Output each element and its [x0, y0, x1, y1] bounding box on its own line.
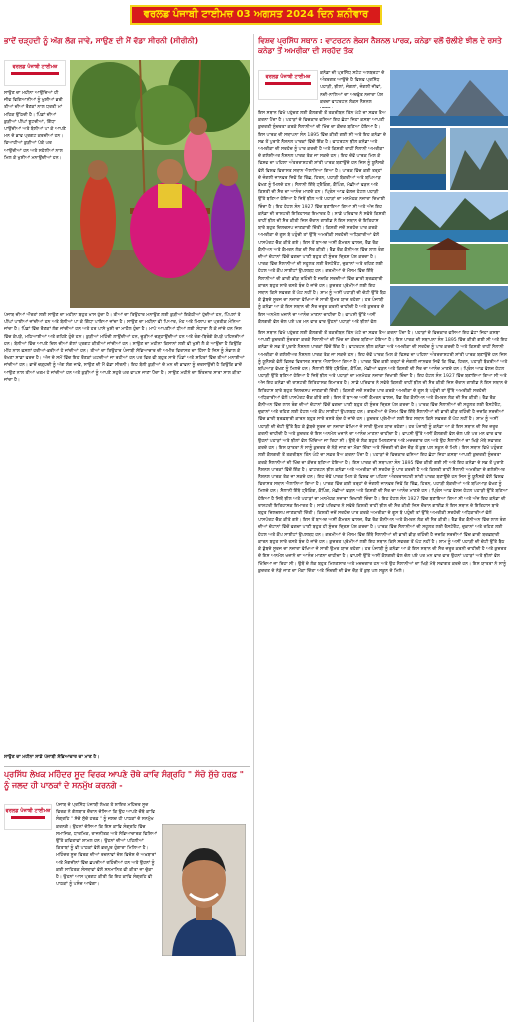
- waterton-collage-illustration: [390, 70, 508, 326]
- left-column: [4, 34, 250, 1022]
- left-article-1-side-text: ਸਾਉਣ ਦਾ ਮਹੀਨਾ ਆਉਂਦਿਆਂ ਹੀ ਜੀਵ ਵਿਗਿਆਨੀਆਂ ਨੂੰ ਖੁਸ਼ੀਆਂ ਭਰੀ ਤੀਆਂ ਦੀਆਂ ਰੌਣਕਾਂ ਨਾਲ ਧਰਤੀ ਮਾਂ ਮਹਿਕ ਉੱਠਦੀ ਹੈ। ਪਿੰਡਾਂ ਦੀਆਂ ਕੁੜੀਆਂ ਪੀਂਘਾਂ ਝੂਟਦੀਆਂ, ਗਿੱਧਾ ਪਾਉਂਦੀਆਂ ਅਤੇ ਬੋਲੀਆਂ ਪਾ ਕੇ ਆਪਣੇ ਮਨ ਦੇ ਭਾਵ ਪ੍ਰਗਟ ਕਰਦੀਆਂ ਹਨ। ਵਿਆਹੀਆਂ ਕੁੜੀਆਂ ਪੇਕੇ ਘਰ ਆਉਂਦੀਆਂ ਹਨ ਅਤੇ ਸਹੇਲੀਆਂ ਨਾਲ ਮਿਲ ਕੇ ਖੁਸ਼ੀਆਂ ਮਨਾਉਂਦੀਆਂ ਹਨ।: [4, 91, 66, 161]
- left-article-1-closing: ਸਾਉਣ ਦਾ ਮਹੀਨਾ ਸਾਡੇ ਪੰਜਾਬੀ ਸੱਭਿਆਚਾਰ ਦਾ ਮਾਣ ਹੈ।: [4, 755, 100, 760]
- left-article-2-body: ਪੰਜਾਬ ਦੇ ਪ੍ਰਸਿੱਧ ਪੰਜਾਬੀ ਲੇਖਕ ਤੇ ਸ਼ਾਇਰ ਮਹਿੰਦਰ ਸੂਦ ਵਿਰਕ ਨੇ ਗੱਲਬਾਤ ਦੌਰਾਨ ਦੱਸਿਆ ਕਿ ਉਹ ਆਪਣੇ ਚੌਥੇ ਕਾਵਿ ਸੰਗ੍ਰਹਿ " ਸੱਚੋ ਸੁੱਚੇ ਹਰਫ਼ " ਨੂੰ ਜਲਦ ਹੀ ਪਾਠਕਾਂ ਦੇ ਸਨਮੁੱਖ ਕਰਨਗੇ। ਉਹਨਾਂ ਦੱਸਿਆ ਕਿ ਇਸ ਕਾਵਿ ਸੰਗ੍ਰਹਿ ਵਿੱਚ ਸਮਾਜਿਕ, ਧਾਰਮਿਕ, ਰਾਜਨੀਤਕ ਅਤੇ ਸੱਭਿਆਚਾਰਕ ਵਿਸ਼ਿਆਂ ਉੱਤੇ ਕਵਿਤਾਵਾਂ ਸ਼ਾਮਲ ਹਨ। ਉਹਨਾਂ ਦੀਆਂ ਪਹਿਲੀਆਂ ਕਿਤਾਬਾਂ ਨੂੰ ਵੀ ਪਾਠਕਾਂ ਵੱਲੋਂ ਭਰਪੂਰ ਹੁੰਗਾਰਾ ਮਿਲਿਆ ਹੈ। ਮਹਿੰਦਰ ਸੂਦ ਵਿਰਕ ਦੀਆਂ ਰਚਨਾਵਾਂ ਦੇਸ਼ ਵਿਦੇਸ਼ ਦੇ ਅਖ਼ਬਾਰਾਂ ਅਤੇ ਮੈਗਜ਼ੀਨਾਂ ਵਿੱਚ ਛਪਦੀਆਂ ਰਹਿੰਦੀਆਂ ਹਨ ਅਤੇ ਉਹਨਾਂ ਨੂੰ ਕਈ ਸਾਹਿਤਕ ਸੰਸਥਾਵਾਂ ਵੱਲੋਂ ਸਨਮਾਨਿਤ ਵੀ ਕੀਤਾ ਜਾ ਚੁੱਕਾ ਹੈ। ਉਹਨਾਂ ਆਸ ਪ੍ਰਗਟ ਕੀਤੀ ਕਿ ਇਹ ਕਾਵਿ ਸੰਗ੍ਰਹਿ ਵੀ ਪਾਠਕਾਂ ਨੂੰ ਪਸੰਦ ਆਵੇਗਾ।: [56, 803, 157, 888]
- newspaper-logo-2: [4, 804, 52, 830]
- right-article-body-bottom: [258, 330, 508, 1020]
- logo-text-3: ਵਰਲਡ ਪੰਜਾਬੀ ਟਾਈਮਜ਼: [265, 74, 311, 80]
- newspaper-logo-3: [258, 70, 318, 100]
- left-article-1-headline: ਭਾਦੋਂ ਚੜ੍ਹਦੀ ਨੂੰ ਅੱਗ ਲੱਗ ਜਾਵੇ, ਸਾਉਣ ਦੀ ਮੈਂ ਵੱਡਾ ਸੀਰਨੀ (ਸੀਰੀਨੀ): [4, 36, 199, 45]
- right-article-body-top: ਇਸ ਸਥਾਨ ਵਿਖੇ ਪਹੁੰਚਣ ਲਈ ਕੈਲਗਰੀ ਤੋਂ ਤਕਰੀਬਨ ਤਿੰਨ ਘੰਟੇ ਦਾ ਸਫ਼ਰ ਤੈਅ ਕਰਨਾ ਪੈਂਦਾ ਹੈ। ਪਹਾੜਾਂ ਦੇ ਵਿਚਕਾਰ ਵਸਿਆ ਇਹ ਛੋਟਾ ਜਿਹਾ ਕਸਬਾ ਆਪਣੀ ਕੁਦਰਤੀ ਸੁੰਦਰਤਾ ਕਰਕੇ ਸੈਲਾਨੀਆਂ ਦੀ ਖਿੱਚ ਦਾ ਕੇਂਦਰ ਬਣਿਆ ਹੋਇਆ ਹੈ। ਇਸ ਪਾਰਕ ਦੀ ਸਥਾਪਨਾ ਸੰਨ 1895 ਵਿੱਚ ਕੀਤੀ ਗਈ ਸੀ ਅਤੇ ਇਹ ਕਨੇਡਾ ਦੇ ਸਭ ਤੋਂ ਪੁਰਾਣੇ ਨੈਸ਼ਨਲ ਪਾਰਕਾਂ ਵਿੱਚੋਂ ਇੱਕ ਹੈ। ਵਾਟਰਟਨ ਝੀਲ ਕਨੇਡਾ ਅਤੇ ਅਮਰੀਕਾ ਦੀ ਸਰਹੱਦ ਨੂੰ ਪਾਰ ਕਰਦੀ ਹੈ ਅਤੇ ਕਿਸ਼ਤੀ ਰਾਹੀਂ ਸੈਲਾਨੀ ਅਮਰੀਕਾ ਦੇ ਗਲੇਸ਼ੀਅਰ ਨੈਸ਼ਨਲ ਪਾਰਕ ਤੱਕ ਜਾ ਸਕਦੇ ਹਨ। ਇਹ ਦੋਵੇਂ ਪਾਰਕ ਮਿਲ ਕੇ ਵਿਸ਼ਵ ਦਾ ਪਹਿਲਾ ਅੰਤਰਰਾਸ਼ਟਰੀ ਸ਼ਾਂਤੀ ਪਾਰਕ ਬਣਾਉਂਦੇ ਹਨ ਜਿਸ ਨੂੰ ਯੂਨੈਸਕੋ ਵੱਲੋਂ ਵਿਸ਼ਵ ਵਿਰਾਸਤ ਸਥਾਨ ਐਲਾਨਿਆ ਗਿਆ ਹੈ। ਪਾਰਕ ਵਿੱਚ ਕਈ ਤਰ੍ਹਾਂ ਦੇ ਜੰਗਲੀ ਜਾਨਵਰ ਜਿਵੇਂ ਕਿ ਰਿੱਛ, ਹਿਰਨ, ਪਹਾੜੀ ਬੱਕਰੀਆਂ ਅਤੇ ਬਘਿਆੜ ਵੇਖਣ ਨੂੰ ਮਿਲਦੇ ਹਨ। ਸੈਲਾਨੀ ਇੱਥੇ ਟ੍ਰੈਕਿੰਗ, ਕੈਂਪਿੰਗ, ਮੱਛੀਆਂ ਫੜਨ ਅਤੇ ਕਿਸ਼ਤੀ ਦੀ ਸੈਰ ਦਾ ਆਨੰਦ ਮਾਣਦੇ ਹਨ। ਪ੍ਰਿੰਸ ਆਫ਼ ਵੇਲਜ਼ ਹੋਟਲ ਪਹਾੜੀ ਉੱਤੇ ਬਣਿਆ ਹੋਇਆ ਹੈ ਜਿਥੋਂ ਝੀਲ ਅਤੇ ਪਹਾੜਾਂ ਦਾ ਮਨਮੋਹਕ ਨਜ਼ਾਰਾ ਦਿਖਾਈ ਦਿੰਦਾ ਹੈ। ਇਹ ਹੋਟਲ ਸੰਨ 1927 ਵਿੱਚ ਬਣਾਇਆ ਗਿਆ ਸੀ ਅਤੇ ਅੱਜ ਇਹ ਕਨੇਡਾ ਦੀ ਰਾਸ਼ਟਰੀ ਇਤਿਹਾਸਕ ਇਮਾਰਤ ਹੈ। ਸਾਡੇ ਪਰਿਵਾਰ ਨੇ ਸਵੇਰੇ ਕਿਸ਼ਤੀ ਰਾਹੀਂ ਝੀਲ ਦੀ ਸੈਰ ਕੀਤੀ ਜਿਸ ਦੌਰਾਨ ਗਾਈਡ ਨੇ ਇਸ ਸਥਾਨ ਦੇ ਇਤਿਹਾਸ ਬਾਰੇ ਬਹੁਤ ਦਿਲਚਸਪ ਜਾਣਕਾਰੀ ਦਿੱਤੀ। ਕਿਸ਼ਤੀ ਜਦੋਂ ਸਰਹੱਦ ਪਾਰ ਕਰਕੇ ਅਮਰੀਕਾ ਦੇ ਗੂਸ ਬੇ ਪਹੁੰਚੀ ਤਾਂ ਉੱਥੇ ਅਮਰੀਕੀ ਸਰਹੱਦੀ ਅਧਿਕਾਰੀਆਂ ਵੱਲੋਂ ਪਾਸਪੋਰਟ ਚੈੱਕ ਕੀਤੇ ਗਏ। ਇਸ ਤੋਂ ਬਾਅਦ ਅਸੀਂ ਕੈਮਰਨ ਫਾਲਜ਼, ਰੈੱਡ ਰੌਕ ਕੈਨੀਅਨ ਅਤੇ ਕੈਮਰਨ ਲੇਕ ਦੀ ਸੈਰ ਕੀਤੀ। ਰੈੱਡ ਰੌਕ ਕੈਨੀਅਨ ਵਿੱਚ ਲਾਲ ਰੰਗ ਦੀਆਂ ਚੱਟਾਨਾਂ ਵਿੱਚੋਂ ਵਗਦਾ ਪਾਣੀ ਬਹੁਤ ਹੀ ਸੁੰਦਰ ਦ੍ਰਿਸ਼ ਪੇਸ਼ ਕਰਦਾ ਹੈ। ਪਾਰਕ ਵਿੱਚ ਸੈਲਾਨੀਆਂ ਦੀ ਸਹੂਲਤ ਲਈ ਰੈਸਟੋਰੈਂਟ, ਦੁਕਾਨਾਂ ਅਤੇ ਰਹਿਣ ਲਈ ਹੋਟਲ ਅਤੇ ਕੈਂਪ ਸਾਈਟਾਂ ਉਪਲਬਧ ਹਨ। ਗਰਮੀਆਂ ਦੇ ਮੌਸਮ ਵਿੱਚ ਇੱਥੇ ਸੈਲਾਨੀਆਂ ਦੀ ਭਾਰੀ ਭੀੜ ਰਹਿੰਦੀ ਹੈ ਜਦਕਿ ਸਰਦੀਆਂ ਵਿੱਚ ਭਾਰੀ ਬਰਫ਼ਬਾਰੀ ਕਾਰਨ ਬਹੁਤ ਸਾਰੇ ਰਸਤੇ ਬੰਦ ਹੋ ਜਾਂਦੇ ਹਨ। ਕੁਦਰਤ ਪ੍ਰੇਮੀਆਂ ਲਈ ਇਹ ਸਥਾਨ ਕਿਸੇ ਸਵਰਗ ਤੋਂ ਘੱਟ ਨਹੀਂ ਹੈ। ਸ਼ਾਮ ਨੂੰ ਅਸੀਂ ਪਹਾੜੀ ਦੀ ਚੋਟੀ ਉੱਤੇ ਬੈਠ ਕੇ ਡੁੱਬਦੇ ਸੂਰਜ ਦਾ ਨਜ਼ਾਰਾ ਵੇਖਿਆ ਜੋ ਸਾਰੀ ਉਮਰ ਯਾਦ ਰਹੇਗਾ। ਹਰ ਪੰਜਾਬੀ ਨੂੰ ਕਨੇਡਾ ਆ ਕੇ ਇਸ ਸਥਾਨ ਦੀ ਸੈਰ ਜ਼ਰੂਰ ਕਰਨੀ ਚਾਹੀਦੀ ਹੈ ਅਤੇ ਕੁਦਰਤ ਦੇ ਇਸ ਅਨਮੋਲ ਖਜ਼ਾਨੇ ਦਾ ਆਨੰਦ ਮਾਣਨਾ ਚਾਹੀਦਾ ਹੈ। ਵਾਪਸੀ ਉੱਤੇ ਅਸੀਂ ਕੈਲਗਰੀ ਵੱਲ ਚੱਲ ਪਏ ਪਰ ਮਨ ਵਾਰ ਵਾਰ ਉਹਨਾਂ ਪਹਾੜਾਂ ਅਤੇ ਝੀਲਾਂ ਵੱਲ: [258, 111, 386, 325]
- logo-text-2: ਵਰਲਡ ਪੰਜਾਬੀ ਟਾਈਮਜ਼: [5, 808, 51, 814]
- teeyan-swing-photo: [70, 60, 250, 308]
- column-divider: [253, 34, 254, 1022]
- right-article-body-continued-2: ਇਸ ਸਥਾਨ ਵਿਖੇ ਪਹੁੰਚਣ ਲਈ ਕੈਲਗਰੀ ਤੋਂ ਤਕਰੀਬਨ ਤਿੰਨ ਘੰਟੇ ਦਾ ਸਫ਼ਰ ਤੈਅ ਕਰਨਾ ਪੈਂਦਾ ਹੈ। ਪਹਾੜਾਂ ਦੇ ਵਿਚਕਾਰ ਵਸਿਆ ਇਹ ਛੋਟਾ ਜਿਹਾ ਕਸਬਾ ਆਪਣੀ ਕੁਦਰਤੀ ਸੁੰਦਰਤਾ ਕਰਕੇ ਸੈਲਾਨੀਆਂ ਦੀ ਖਿੱਚ ਦਾ ਕੇਂਦਰ ਬਣਿਆ ਹੋਇਆ ਹੈ। ਇਸ ਪਾਰਕ ਦੀ ਸਥਾਪਨਾ ਸੰਨ 1895 ਵਿੱਚ ਕੀਤੀ ਗਈ ਸੀ ਅਤੇ ਇਹ ਕਨੇਡਾ ਦੇ ਸਭ ਤੋਂ ਪੁਰਾਣੇ ਨੈਸ਼ਨਲ ਪਾਰਕਾਂ ਵਿੱਚੋਂ ਇੱਕ ਹੈ। ਵਾਟਰਟਨ ਝੀਲ ਕਨੇਡਾ ਅਤੇ ਅਮਰੀਕਾ ਦੀ ਸਰਹੱਦ ਨੂੰ ਪਾਰ ਕਰਦੀ ਹੈ ਅਤੇ ਕਿਸ਼ਤੀ ਰਾਹੀਂ ਸੈਲਾਨੀ ਅਮਰੀਕਾ ਦੇ ਗਲੇਸ਼ੀਅਰ ਨੈਸ਼ਨਲ ਪਾਰਕ ਤੱਕ ਜਾ ਸਕਦੇ ਹਨ। ਇਹ ਦੋਵੇਂ ਪਾਰਕ ਮਿਲ ਕੇ ਵਿਸ਼ਵ ਦਾ ਪਹਿਲਾ ਅੰਤਰਰਾਸ਼ਟਰੀ ਸ਼ਾਂਤੀ ਪਾਰਕ ਬਣਾਉਂਦੇ ਹਨ ਜਿਸ ਨੂੰ ਯੂਨੈਸਕੋ ਵੱਲੋਂ ਵਿਸ਼ਵ ਵਿਰਾਸਤ ਸਥਾਨ ਐਲਾਨਿਆ ਗਿਆ ਹੈ। ਪਾਰਕ ਵਿੱਚ ਕਈ ਤਰ੍ਹਾਂ ਦੇ ਜੰਗਲੀ ਜਾਨਵਰ ਜਿਵੇਂ ਕਿ ਰਿੱਛ, ਹਿਰਨ, ਪਹਾੜੀ ਬੱਕਰੀਆਂ ਅਤੇ ਬਘਿਆੜ ਵੇਖਣ ਨੂੰ ਮਿਲਦੇ ਹਨ। ਸੈਲਾਨੀ ਇੱਥੇ ਟ੍ਰੈਕਿੰਗ, ਕੈਂਪਿੰਗ, ਮੱਛੀਆਂ ਫੜਨ ਅਤੇ ਕਿਸ਼ਤੀ ਦੀ ਸੈਰ ਦਾ ਆਨੰਦ ਮਾਣਦੇ ਹਨ। ਪ੍ਰਿੰਸ ਆਫ਼ ਵੇਲਜ਼ ਹੋਟਲ ਪਹਾੜੀ ਉੱਤੇ ਬਣਿਆ ਹੋਇਆ ਹੈ ਜਿਥੋਂ ਝੀਲ ਅਤੇ ਪਹਾੜਾਂ ਦਾ ਮਨਮੋਹਕ ਨਜ਼ਾਰਾ ਦਿਖਾਈ ਦਿੰਦਾ ਹੈ। ਇਹ ਹੋਟਲ ਸੰਨ 1927 ਵਿੱਚ ਬਣਾਇਆ ਗਿਆ ਸੀ ਅਤੇ ਅੱਜ ਇਹ ਕਨੇਡਾ ਦੀ ਰਾਸ਼ਟਰੀ ਇਤਿਹਾਸਕ ਇਮਾਰਤ ਹੈ। ਸਾਡੇ ਪਰਿਵਾਰ ਨੇ ਸਵੇਰੇ ਕਿਸ਼ਤੀ ਰਾਹੀਂ ਝੀਲ ਦੀ ਸੈਰ ਕੀਤੀ ਜਿਸ ਦੌਰਾਨ ਗਾਈਡ ਨੇ ਇਸ ਸਥਾਨ ਦੇ ਇਤਿਹਾਸ ਬਾਰੇ ਬਹੁਤ ਦਿਲਚਸਪ ਜਾਣਕਾਰੀ ਦਿੱਤੀ। ਕਿਸ਼ਤੀ ਜਦੋਂ ਸਰਹੱਦ ਪਾਰ ਕਰਕੇ ਅਮਰੀਕਾ ਦੇ ਗੂਸ ਬੇ ਪਹੁੰਚੀ ਤਾਂ ਉੱਥੇ ਅਮਰੀਕੀ ਸਰਹੱਦੀ ਅਧਿਕਾਰੀਆਂ ਵੱਲੋਂ ਪਾਸਪੋਰਟ ਚੈੱਕ ਕੀਤੇ ਗਏ। ਇਸ ਤੋਂ ਬਾਅਦ ਅਸੀਂ ਕੈਮਰਨ ਫਾਲਜ਼, ਰੈੱਡ ਰੌਕ ਕੈਨੀਅਨ ਅਤੇ ਕੈਮਰਨ ਲੇਕ ਦੀ ਸੈਰ ਕੀਤੀ। ਰੈੱਡ ਰੌਕ ਕੈਨੀਅਨ ਵਿੱਚ ਲਾਲ ਰੰਗ ਦੀਆਂ ਚੱਟਾਨਾਂ ਵਿੱਚੋਂ ਵਗਦਾ ਪਾਣੀ ਬਹੁਤ ਹੀ ਸੁੰਦਰ ਦ੍ਰਿਸ਼ ਪੇਸ਼ ਕਰਦਾ ਹੈ। ਪਾਰਕ ਵਿੱਚ ਸੈਲਾਨੀਆਂ ਦੀ ਸਹੂਲਤ ਲਈ ਰੈਸਟੋਰੈਂਟ, ਦੁਕਾਨਾਂ ਅਤੇ ਰਹਿਣ ਲਈ ਹੋਟਲ ਅਤੇ ਕੈਂਪ ਸਾਈਟਾਂ ਉਪਲਬਧ ਹਨ। ਗਰਮੀਆਂ ਦੇ ਮੌਸਮ ਵਿੱਚ ਇੱਥੇ ਸੈਲਾਨੀਆਂ ਦੀ ਭਾਰੀ ਭੀੜ ਰਹਿੰਦੀ ਹੈ ਜਦਕਿ ਸਰਦੀਆਂ ਵਿੱਚ ਭਾਰੀ ਬਰਫ਼ਬਾਰੀ ਕਾਰਨ ਬਹੁਤ ਸਾਰੇ ਰਸਤੇ ਬੰਦ ਹੋ ਜਾਂਦੇ ਹਨ। ਕੁਦਰਤ ਪ੍ਰੇਮੀਆਂ ਲਈ ਇਹ ਸਥਾਨ ਕਿਸੇ ਸਵਰਗ ਤੋਂ ਘੱਟ ਨਹੀਂ ਹੈ। ਸ਼ਾਮ ਨੂੰ ਅਸੀਂ ਪਹਾੜੀ ਦੀ ਚੋਟੀ ਉੱਤੇ ਬੈਠ ਕੇ ਡੁੱਬਦੇ ਸੂਰਜ ਦਾ ਨਜ਼ਾਰਾ ਵੇਖਿਆ ਜੋ ਸਾਰੀ ਉਮਰ ਯਾਦ ਰਹੇਗਾ। ਹਰ ਪੰਜਾਬੀ ਨੂੰ ਕਨੇਡਾ ਆ ਕੇ ਇਸ ਸਥਾਨ ਦੀ ਸੈਰ ਜ਼ਰੂਰ ਕਰਨੀ ਚਾਹੀਦੀ ਹੈ ਅਤੇ ਕੁਦਰਤ ਦੇ ਇਸ ਅਨਮੋਲ ਖਜ਼ਾਨੇ ਦਾ ਆਨੰਦ ਮਾਣਨਾ ਚਾਹੀਦਾ ਹੈ। ਵਾਪਸੀ ਉੱਤੇ ਅਸੀਂ ਕੈਲਗਰੀ ਵੱਲ ਚੱਲ ਪਏ ਪਰ ਮਨ ਵਾਰ ਵਾਰ ਉਹਨਾਂ ਪਹਾੜਾਂ ਅਤੇ ਝੀਲਾਂ ਵੱਲ ਖਿੱਚਿਆ ਜਾ ਰਿਹਾ ਸੀ। ਉਥੋਂ ਦੇ ਲੋਕ ਬਹੁਤ ਮਿਲਣਸਾਰ ਅਤੇ ਮਦਦਗਾਰ ਹਨ ਅਤੇ ਉਹ ਸੈਲਾਨੀਆਂ ਦਾ ਖਿੜੇ ਮੱਥੇ ਸਵਾਗਤ ਕਰਦੇ ਹਨ। ਇਸ ਯਾਤਰਾ ਨੇ ਸਾਨੂੰ ਕੁਦਰਤ ਦੇ ਨੇੜੇ ਜਾਣ ਦਾ ਮੌਕਾ ਦਿੱਤਾ ਅਤੇ ਜ਼ਿੰਦਗੀ ਦੀ ਭੱਜ ਦੌੜ ਤੋਂ ਕੁਝ ਪਲ ਸਕੂਨ ਦੇ ਮਿਲੇ।: [258, 446, 508, 574]
- logo-bar: [11, 72, 59, 75]
- author-portrait-illustration: [162, 824, 246, 956]
- author-portrait-photo: [162, 824, 246, 956]
- left-article-2-headline: ਪ੍ਰਸਿੱਧ ਲੇਖਕ ਮਹਿੰਦਰ ਸੂਦ ਵਿਰਕ ਆਪਣੇ ਚੌਥੇ ਕਾਵਿ ਸੰਗ੍ਰਹਿ " ਸੱਚੋ ਸੁੱਚੇ ਹਰਫ਼ " ਨੂੰ ਜਲਦ ਹੀ ਪਾਠਕਾਂ ਦੇ ਸਨਮੁੱਖ ਕਰਨਗੇ -: [4, 770, 244, 790]
- logo-text: ਵਰਲਡ ਪੰਜਾਬੀ ਟਾਈਮਜ਼: [12, 64, 58, 70]
- masthead: [0, 0, 512, 30]
- right-article-body-continued: ਇਸ ਸਥਾਨ ਵਿਖੇ ਪਹੁੰਚਣ ਲਈ ਕੈਲਗਰੀ ਤੋਂ ਤਕਰੀਬਨ ਤਿੰਨ ਘੰਟੇ ਦਾ ਸਫ਼ਰ ਤੈਅ ਕਰਨਾ ਪੈਂਦਾ ਹੈ। ਪਹਾੜਾਂ ਦੇ ਵਿਚਕਾਰ ਵਸਿਆ ਇਹ ਛੋਟਾ ਜਿਹਾ ਕਸਬਾ ਆਪਣੀ ਕੁਦਰਤੀ ਸੁੰਦਰਤਾ ਕਰਕੇ ਸੈਲਾਨੀਆਂ ਦੀ ਖਿੱਚ ਦਾ ਕੇਂਦਰ ਬਣਿਆ ਹੋਇਆ ਹੈ। ਇਸ ਪਾਰਕ ਦੀ ਸਥਾਪਨਾ ਸੰਨ 1895 ਵਿੱਚ ਕੀਤੀ ਗਈ ਸੀ ਅਤੇ ਇਹ ਕਨੇਡਾ ਦੇ ਸਭ ਤੋਂ ਪੁਰਾਣੇ ਨੈਸ਼ਨਲ ਪਾਰਕਾਂ ਵਿੱਚੋਂ ਇੱਕ ਹੈ। ਵਾਟਰਟਨ ਝੀਲ ਕਨੇਡਾ ਅਤੇ ਅਮਰੀਕਾ ਦੀ ਸਰਹੱਦ ਨੂੰ ਪਾਰ ਕਰਦੀ ਹੈ ਅਤੇ ਕਿਸ਼ਤੀ ਰਾਹੀਂ ਸੈਲਾਨੀ ਅਮਰੀਕਾ ਦੇ ਗਲੇਸ਼ੀਅਰ ਨੈਸ਼ਨਲ ਪਾਰਕ ਤੱਕ ਜਾ ਸਕਦੇ ਹਨ। ਇਹ ਦੋਵੇਂ ਪਾਰਕ ਮਿਲ ਕੇ ਵਿਸ਼ਵ ਦਾ ਪਹਿਲਾ ਅੰਤਰਰਾਸ਼ਟਰੀ ਸ਼ਾਂਤੀ ਪਾਰਕ ਬਣਾਉਂਦੇ ਹਨ ਜਿਸ ਨੂੰ ਯੂਨੈਸਕੋ ਵੱਲੋਂ ਵਿਸ਼ਵ ਵਿਰਾਸਤ ਸਥਾਨ ਐਲਾਨਿਆ ਗਿਆ ਹੈ। ਪਾਰਕ ਵਿੱਚ ਕਈ ਤਰ੍ਹਾਂ ਦੇ ਜੰਗਲੀ ਜਾਨਵਰ ਜਿਵੇਂ ਕਿ ਰਿੱਛ, ਹਿਰਨ, ਪਹਾੜੀ ਬੱਕਰੀਆਂ ਅਤੇ ਬਘਿਆੜ ਵੇਖਣ ਨੂੰ ਮਿਲਦੇ ਹਨ। ਸੈਲਾਨੀ ਇੱਥੇ ਟ੍ਰੈਕਿੰਗ, ਕੈਂਪਿੰਗ, ਮੱਛੀਆਂ ਫੜਨ ਅਤੇ ਕਿਸ਼ਤੀ ਦੀ ਸੈਰ ਦਾ ਆਨੰਦ ਮਾਣਦੇ ਹਨ। ਪ੍ਰਿੰਸ ਆਫ਼ ਵੇਲਜ਼ ਹੋਟਲ ਪਹਾੜੀ ਉੱਤੇ ਬਣਿਆ ਹੋਇਆ ਹੈ ਜਿਥੋਂ ਝੀਲ ਅਤੇ ਪਹਾੜਾਂ ਦਾ ਮਨਮੋਹਕ ਨਜ਼ਾਰਾ ਦਿਖਾਈ ਦਿੰਦਾ ਹੈ। ਇਹ ਹੋਟਲ ਸੰਨ 1927 ਵਿੱਚ ਬਣਾਇਆ ਗਿਆ ਸੀ ਅਤੇ ਅੱਜ ਇਹ ਕਨੇਡਾ ਦੀ ਰਾਸ਼ਟਰੀ ਇਤਿਹਾਸਕ ਇਮਾਰਤ ਹੈ। ਸਾਡੇ ਪਰਿਵਾਰ ਨੇ ਸਵੇਰੇ ਕਿਸ਼ਤੀ ਰਾਹੀਂ ਝੀਲ ਦੀ ਸੈਰ ਕੀਤੀ ਜਿਸ ਦੌਰਾਨ ਗਾਈਡ ਨੇ ਇਸ ਸਥਾਨ ਦੇ ਇਤਿਹਾਸ ਬਾਰੇ ਬਹੁਤ ਦਿਲਚਸਪ ਜਾਣਕਾਰੀ ਦਿੱਤੀ। ਕਿਸ਼ਤੀ ਜਦੋਂ ਸਰਹੱਦ ਪਾਰ ਕਰਕੇ ਅਮਰੀਕਾ ਦੇ ਗੂਸ ਬੇ ਪਹੁੰਚੀ ਤਾਂ ਉੱਥੇ ਅਮਰੀਕੀ ਸਰਹੱਦੀ ਅਧਿਕਾਰੀਆਂ ਵੱਲੋਂ ਪਾਸਪੋਰਟ ਚੈੱਕ ਕੀਤੇ ਗਏ। ਇਸ ਤੋਂ ਬਾਅਦ ਅਸੀਂ ਕੈਮਰਨ ਫਾਲਜ਼, ਰੈੱਡ ਰੌਕ ਕੈਨੀਅਨ ਅਤੇ ਕੈਮਰਨ ਲੇਕ ਦੀ ਸੈਰ ਕੀਤੀ। ਰੈੱਡ ਰੌਕ ਕੈਨੀਅਨ ਵਿੱਚ ਲਾਲ ਰੰਗ ਦੀਆਂ ਚੱਟਾਨਾਂ ਵਿੱਚੋਂ ਵਗਦਾ ਪਾਣੀ ਬਹੁਤ ਹੀ ਸੁੰਦਰ ਦ੍ਰਿਸ਼ ਪੇਸ਼ ਕਰਦਾ ਹੈ। ਪਾਰਕ ਵਿੱਚ ਸੈਲਾਨੀਆਂ ਦੀ ਸਹੂਲਤ ਲਈ ਰੈਸਟੋਰੈਂਟ, ਦੁਕਾਨਾਂ ਅਤੇ ਰਹਿਣ ਲਈ ਹੋਟਲ ਅਤੇ ਕੈਂਪ ਸਾਈਟਾਂ ਉਪਲਬਧ ਹਨ। ਗਰਮੀਆਂ ਦੇ ਮੌਸਮ ਵਿੱਚ ਇੱਥੇ ਸੈਲਾਨੀਆਂ ਦੀ ਭਾਰੀ ਭੀੜ ਰਹਿੰਦੀ ਹੈ ਜਦਕਿ ਸਰਦੀਆਂ ਵਿੱਚ ਭਾਰੀ ਬਰਫ਼ਬਾਰੀ ਕਾਰਨ ਬਹੁਤ ਸਾਰੇ ਰਸਤੇ ਬੰਦ ਹੋ ਜਾਂਦੇ ਹਨ। ਕੁਦਰਤ ਪ੍ਰੇਮੀਆਂ ਲਈ ਇਹ ਸਥਾਨ ਕਿਸੇ ਸਵਰਗ ਤੋਂ ਘੱਟ ਨਹੀਂ ਹੈ। ਸ਼ਾਮ ਨੂੰ ਅਸੀਂ ਪਹਾੜੀ ਦੀ ਚੋਟੀ ਉੱਤੇ ਬੈਠ ਕੇ ਡੁੱਬਦੇ ਸੂਰਜ ਦਾ ਨਜ਼ਾਰਾ ਵੇਖਿਆ ਜੋ ਸਾਰੀ ਉਮਰ ਯਾਦ ਰਹੇਗਾ। ਹਰ ਪੰਜਾਬੀ ਨੂੰ ਕਨੇਡਾ ਆ ਕੇ ਇਸ ਸਥਾਨ ਦੀ ਸੈਰ ਜ਼ਰੂਰ ਕਰਨੀ ਚਾਹੀਦੀ ਹੈ ਅਤੇ ਕੁਦਰਤ ਦੇ ਇਸ ਅਨਮੋਲ ਖਜ਼ਾਨੇ ਦਾ ਆਨੰਦ ਮਾਣਨਾ ਚਾਹੀਦਾ ਹੈ। ਵਾਪਸੀ ਉੱਤੇ ਅਸੀਂ ਕੈਲਗਰੀ ਵੱਲ ਚੱਲ ਪਏ ਪਰ ਮਨ ਵਾਰ ਵਾਰ ਉਹਨਾਂ ਪਹਾੜਾਂ ਅਤੇ ਝੀਲਾਂ ਵੱਲ ਖਿੱਚਿਆ ਜਾ ਰਿਹਾ ਸੀ। ਉਥੋਂ ਦੇ ਲੋਕ ਬਹੁਤ ਮਿਲਣਸਾਰ ਅਤੇ ਮਦਦਗਾਰ ਹਨ ਅਤੇ ਉਹ ਸੈਲਾਨੀਆਂ ਦਾ ਖਿੜੇ ਮੱਥੇ ਸਵਾਗਤ ਕਰਦੇ ਹਨ। ਇਸ ਯਾਤਰਾ ਨੇ ਸਾਨੂੰ ਕੁਦਰਤ ਦੇ ਨੇੜੇ ਜਾਣ ਦਾ ਮੌਕਾ ਦਿੱਤਾ ਅਤੇ ਜ਼ਿੰਦਗੀ ਦੀ ਭੱਜ ਦੌੜ ਤੋਂ ਕੁਝ ਪਲ ਸਕੂਨ ਦੇ ਮਿਲੇ।: [258, 331, 508, 452]
- newspaper-logo: [4, 60, 66, 86]
- right-column: [258, 34, 508, 1022]
- swing-photo-illustration: [70, 60, 250, 308]
- logo-bar-3: [265, 82, 311, 85]
- left-separator: [4, 766, 250, 767]
- right-article-side-text: ਕਨੇਡਾ ਦੀ ਪ੍ਰਸਿੱਧ ਸਟੇਟ ਅਲਬਰਟਾ ਦੇ ਅੰਤਰਗਤ ਆਉਂਦੇ ਹੈ ਵਿਸ਼ਵ ਪ੍ਰਸਿੱਧ ਪਹਾੜੀ, ਝੀਲਾਂ, ਜੰਗਲਾਂ, ਜੰਗਲੀ ਜੀਵਾਂ, ਨਦੀ-ਨਾਲਿਆਂ ਦਾ ਅਦਭੁੱਤ ਨਜ਼ਾਰਾ ਪੇਸ਼ ਕਰਦਾ ਵਾਟਰਟਨ ਲੇਕਸ ਨੈਸ਼ਨਲ: [320, 71, 385, 105]
- logo-bar-2: [11, 816, 45, 819]
- right-article-headline: ਵਿਸ਼ਵ ਪ੍ਰਸਿੱਧ ਸਥਾਨ : ਵਾਟਰਟਨ ਲੇਕਸ ਨੈਸ਼ਨਲ ਪਾਰਕ, ਕਨੇਡਾ ਵਲੋਂ ਚੱਲੀਏ ਝੀਲ ਦੇ ਰਸਤੇ ਕਨੇਡਾ ਤੋਂ ਅਮਰੀਕਾ ਦੀ ਸਰਹੱਦ ਤੱਕ: [258, 36, 502, 55]
- masthead-title: ਵਰਲਡ ਪੰਜਾਬੀ ਟਾਈਮਜ਼ 03 ਅਗਸਤ 2024 ਦਿਨ ਸ਼ਨੀਵਾਰ: [130, 5, 382, 25]
- left-article-1-body: ਪੰਜਾਬ ਦੀਆਂ ਔਰਤਾਂ ਲਈ ਸਾਉਣ ਦਾ ਮਹੀਨਾ ਬਹੁਤ ਖਾਸ ਹੁੰਦਾ ਹੈ। ਤੀਆਂ ਦਾ ਤਿਉਹਾਰ ਮਨਾਉਣ ਲਈ ਕੁੜੀਆਂ ਇਕੱਠੀਆਂ ਹੁੰਦੀਆਂ ਹਨ, ਪਿੱਪਲਾਂ ਤੇ ਪੀਂਘਾਂ ਪਾਈਆਂ ਜਾਂਦੀਆਂ ਹਨ ਅਤੇ ਬੋਲੀਆਂ ਪਾ ਕੇ ਗਿੱਧਾ ਪਾਇਆ ਜਾਂਦਾ ਹੈ। ਸਾਉਣ ਦਾ ਮਹੀਨਾ ਵੀ ਪਿਆਰ, ਮੋਹ ਅਤੇ ਮਿਲਾਪ ਦਾ ਪ੍ਰਤੀਕ ਮੰਨਿਆ ਜਾਂਦਾ ਹੈ। ਪਿੰਡਾਂ ਵਿੱਚ ਰੌਣਕਾਂ ਲੱਗ ਜਾਂਦੀਆਂ ਹਨ ਅਤੇ ਹਰ ਪਾਸੇ ਖੁਸ਼ੀ ਦਾ ਮਾਹੌਲ ਹੁੰਦਾ ਹੈ। ਮਾਪੇ ਆਪਣੀਆਂ ਧੀਆਂ ਲਈ ਸੰਧਾਰਾ ਲੈ ਕੇ ਜਾਂਦੇ ਹਨ ਜਿਸ ਵਿੱਚ ਕੱਪੜੇ, ਮਠਿਆਈਆਂ ਅਤੇ ਗਹਿਣੇ ਹੁੰਦੇ ਹਨ। ਕੁੜੀਆਂ ਮਹਿੰਦੀ ਲਾਉਂਦੀਆਂ ਹਨ, ਚੂੜੀਆਂ ਚੜ੍ਹਾਉਂਦੀਆਂ ਹਨ ਅਤੇ ਰੰਗ-ਬਿਰੰਗੇ ਕੱਪੜੇ ਪਹਿਨਦੀਆਂ ਹਨ। ਬੋਲੀਆਂ ਵਿੱਚ ਆਪਣੇ ਦਿਲ ਦੀਆਂ ਗੱਲਾਂ ਪ੍ਰਗਟ ਕੀਤੀਆਂ ਜਾਂਦੀਆਂ ਹਨ। ਸਾਉਣ ਦਾ ਮਹੀਨਾ ਕਿਸਾਨਾਂ ਲਈ ਵੀ ਖੁਸ਼ੀ ਲੈ ਕੇ ਆਉਂਦਾ ਹੈ ਕਿਉਂਕਿ ਮੀਂਹ ਨਾਲ ਫਸਲਾਂ ਹਰੀਆਂ-ਭਰੀਆਂ ਹੋ ਜਾਂਦੀਆਂ ਹਨ। ਤੀਆਂ ਦਾ ਤਿਉਹਾਰ ਪੰਜਾਬੀ ਸੱਭਿਆਚਾਰ ਦੀ ਅਮੀਰ ਵਿਰਾਸਤ ਦਾ ਹਿੱਸਾ ਹੈ ਜਿਸ ਨੂੰ ਸੰਭਾਲ ਕੇ ਰੱਖਣਾ ਸਾਡਾ ਫਰਜ਼ ਹੈ। ਅੱਜ ਦੇ ਸਮੇਂ ਵਿੱਚ ਇਹ ਰੌਣਕਾਂ ਘਟਦੀਆਂ ਜਾ ਰਹੀਆਂ ਹਨ ਪਰ ਫਿਰ ਵੀ ਬਹੁਤ ਸਾਰੇ ਪਿੰਡਾਂ ਅਤੇ ਸ਼ਹਿਰਾਂ ਵਿੱਚ ਤੀਆਂ ਮਨਾਈਆਂ ਜਾਂਦੀਆਂ ਹਨ। ਭਾਦੋਂ ਚੜ੍ਹਦੀ ਨੂੰ ਅੱਗ ਲੱਗ ਜਾਵੇ, ਸਾਉਣ ਦੀ ਮੈਂ ਵੱਡਾ ਸੀਰਨੀ। ਇਹ ਬੋਲੀ ਕੁੜੀਆਂ ਦੇ ਮਨ ਦੀ ਭਾਵਨਾ ਨੂੰ ਦਰਸਾਉਂਦੀ ਹੈ ਕਿਉਂਕਿ ਭਾਦੋਂ ਆਉਣ ਨਾਲ ਤੀਆਂ ਖਤਮ ਹੋ ਜਾਂਦੀਆਂ ਹਨ ਅਤੇ ਕੁੜੀਆਂ ਨੂੰ ਆਪਣੇ ਸਹੁਰੇ ਘਰ ਵਾਪਸ ਜਾਣਾ ਪੈਂਦਾ ਹੈ। ਸਾਉਣ ਮਹੀਨੇ ਦਾ ਇੰਤਜ਼ਾਰ ਸਾਰਾ ਸਾਲ ਕੀਤਾ ਜਾਂਦਾ ਹੈ।: [4, 313, 245, 383]
- waterton-photo-collage: [390, 70, 508, 326]
